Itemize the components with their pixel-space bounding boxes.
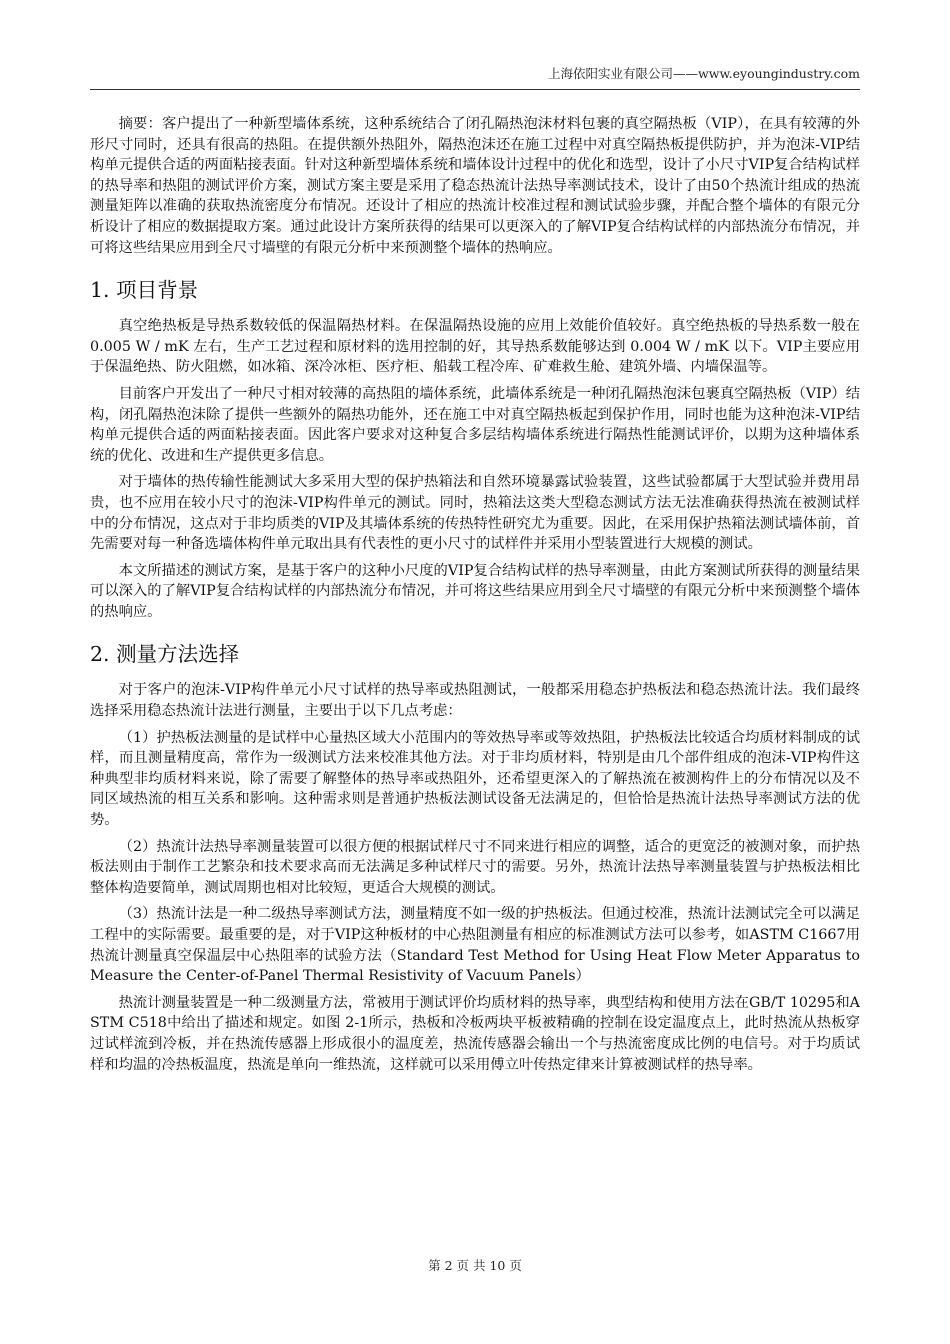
section-2-paragraph: 热流计测量装置是一种二级测量方法，常被用于测试评价均质材料的热导率，典型结构和使用方法在GB/T 10295和ASTM C518中给出了描述和规定。如图 2-1所示，热板和冷板两块平板被精确的控制在设定温度点上，此时热流从热板穿过试样流到冷板，并在热流传感器上形成很小的温度差，热流传感器会输出一个与热流密度成比例的电信号。对于均质试样和均温的冷热板温度，热流是单向一维热流，这样就可以采用傅立叶传热定律来计算被测试样的热导率。 (90, 994, 860, 1073)
page-number: 第 2 页 共 10 页 (428, 1258, 522, 1273)
section-1-paragraph: 本文所描述的测试方案，是基于客户的这种小尺度的VIP复合结构试样的热导率测量，由此方案测试所获得的测量结果可以深入的了解VIP复合结构试样的内部热流分布情况，并可将这些结果应用到全尺寸墙壁的有限元分析中来预测整个墙体的热响应。 (90, 562, 860, 620)
page-header: 上海依阳实业有限公司——www.eyoungindustry.com (548, 66, 860, 81)
document-body (90, 114, 860, 1081)
section-2-paragraph: （3）热流计法是一种二级热导率测试方法，测量精度不如一级的护热板法。但通过校准，热流计法测试完全可以满足工程中的实际需要。最重要的是，对于VIP这种板材的中心热阻测量有相应的标准测试方法可以参考，如ASTM C1667用热流计测量真空保温层中心热阻率的试验方法（Standard Test Method for Using Heat Flow Meter Apparatus to Measure the Center-of-Panel Thermal Resistivity of Vacuum Panels） (90, 906, 860, 985)
section-2-paragraph: 对于客户的泡沫-VIP构件单元小尺寸试样的热导率或热阻测试，一般都采用稳态护热板法和稳态热流计法。我们最终选择采用稳态热流计法进行测量，主要出于以下几点考虑： (90, 682, 860, 720)
section-1-paragraph: 真空绝热板是导热系数较低的保温隔热材料。在保温隔热设施的应用上效能价值较好。真空绝热板的导热系数一般在 0.005 W / mK 左右，生产工艺过程和原材料的选用控制的好，其导热系数能够达到 0.004 W / mK 以下。VIP主要应用于保温绝热、防火阻燃，如冰箱、深冷冰柜、医疗柜、船载工程冷库、矿难救生舱、建筑外墙、内墙保温等。 (90, 318, 860, 376)
header-divider (90, 89, 860, 90)
section-1-heading: 1. 项目背景 (90, 278, 199, 303)
section-1-paragraph: 对于墙体的热传输性能测试大多采用大型的保护热箱法和自然环境暴露试验装置，这些试验都属于大型试验并费用昂贵，也不应用在较小尺寸的泡沫-VIP构件单元的测试。同时，热箱法这类大型稳态测试方法无法准确获得热流在被测试样中的分布情况，这点对于非均质类的VIP及其墙体系统的传热特性研究尤为重要。因此，在采用保护热箱法测试墙体前，首先需要对每一种备选墙体构件单元取出具有代表性的更小尺寸的试样件并采用小型装置进行大规模的测试。 (90, 474, 860, 553)
section-2-paragraph: （1）护热板法测量的是试样中心量热区域大小范围内的等效热导率或等效热阻，护热板法比较适合均质材料制成的试样，而且测量精度高，常作为一级测试方法来校准其他方法。对于非均质材料，特别是由几个部件组成的泡沫-VIP构件这种典型非均质材料来说，除了需要了解整体的热导率或热阻外，还希望更深入的了解热流在被测构件上的分布情况以及不同区域热流的相互关系和影响。这种需求则是普通护热板法测试设备无法满足的，但恰恰是热流计法热导率测试方法的优势。 (90, 729, 860, 829)
abstract-paragraph: 摘要：客户提出了一种新型墙体系统，这种系统结合了闭孔隔热泡沫材料包裹的真空隔热板（VIP），在具有较薄的外形尺寸同时，还具有很高的热阻。在提供额外热阻外，隔热泡沫还在施工过程中对真空隔热板提供防护，并为泡沫-VIP结构单元提供合适的两面粘接表面。针对这种新型墙体系统和墙体设计过程中的优化和选型，设计了小尺寸VIP复合结构试样的热导率和热阻的测试评价方案，测试方案主要是采用了稳态热流计法热导率测试技术，设计了由50个热流计组成的热流测量矩阵以准确的获取热流密度分布情况。还设计了相应的热流计校准过程和测试试验步骤，并配合整个墙体的有限元分析设计了相应的数据提取方案。通过此设计方案所获得的结果可以更深入的了解VIP复合结构试样的内部热流分布情况，并可将这些结果应用到全尺寸墙壁的有限元分析中来预测整个墙体的热响应。 (90, 116, 860, 256)
section-2-heading: 2. 测量方法选择 (90, 642, 240, 667)
section-1-paragraph: 目前客户开发出了一种尺寸相对较薄的高热阻的墙体系统，此墙体系统是一种闭孔隔热泡沫包裹真空隔热板（VIP）结构，闭孔隔热泡沫除了提供一些额外的隔热功能外，还在施工中对真空隔热板起到保护作用，同时也能为这种泡沫-VIP结构单元提供合适的两面粘接表面。因此客户要求对这种复合多层结构墙体系统进行隔热性能测试评价，以期为这种墙体系统的优化、改进和生产提供更多信息。 (90, 385, 860, 464)
section-2-paragraph: （2）热流计法热导率测量装置可以很方便的根据试样尺寸不同来进行相应的调整，适合的更宽泛的被测对象，而护热板法则由于制作工艺繁杂和技术要求高而无法满足多种试样尺寸的需要。另外，热流计法热导率测量装置与护热板法相比整体构造要简单，测试周期也相对比较短，更适合大规模的测试。 (90, 838, 860, 896)
